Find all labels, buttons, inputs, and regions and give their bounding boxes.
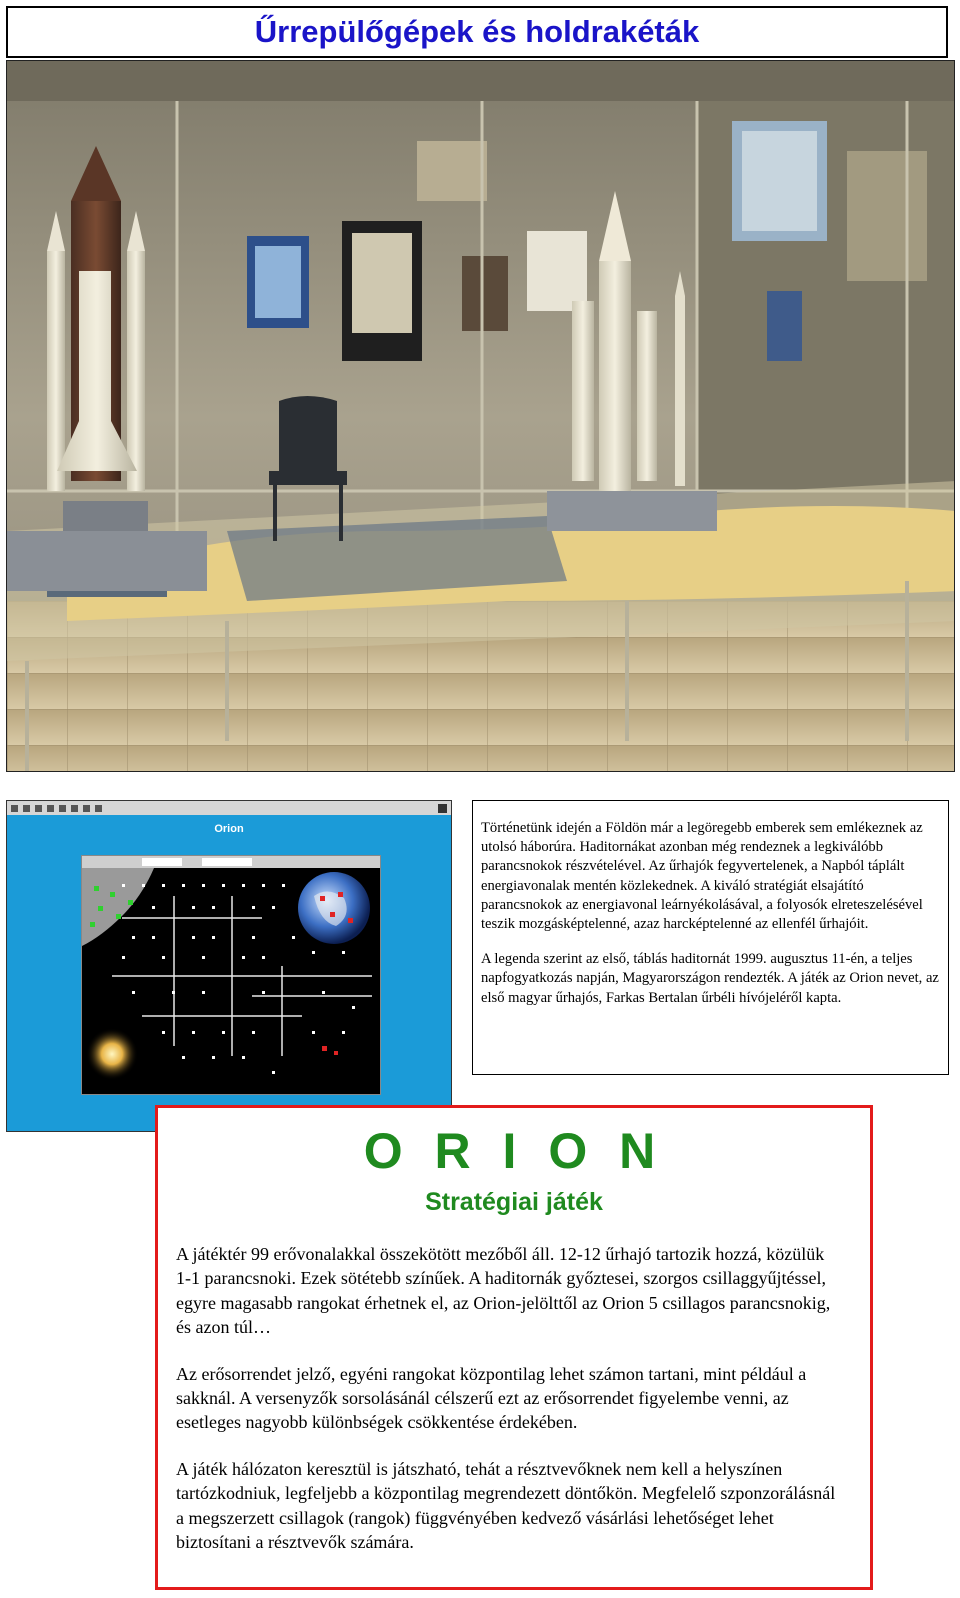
orion-title: O R I O N <box>363 1123 665 1179</box>
toolbar-icon <box>23 805 30 812</box>
orion-body <box>176 1242 836 1576</box>
story-paragraph: Történetünk idején a Földön már a legöregebb emberek sem emlékeznek az utolsó háborúra. Haditornákat azonban még rendeznek a legkiválóbb parancsnokok részvételével. Az űrhajók fegyvertelenek, a Napból táplált energiavonalak mentén közlekednek. A kiváló stratégiát elsajátító parancsnokok az energiavonal leárnyékolásával, a folyosók elreteszelésével teszik mozgásképtelenné, azaz harcképtelenné az ellenfél űrhajóit. <box>481 820 923 933</box>
orion-info-box <box>155 1105 873 1590</box>
game-screenshot <box>6 800 452 1132</box>
story-paragraph: A legenda szerint az első, táblás haditornát 1999. augusztus 11-én, a teljes napfogyatkozás napján, Magyarországon rendezték. A játék az Orion nevet, az első magyar űrhajós, Farkas Bertalan űrbéli hívójeléről kapta. <box>481 951 939 1006</box>
window-title: Orion <box>214 823 244 835</box>
page-title: Űrrepülőgépek és holdrakéták <box>254 14 700 49</box>
story-text-box <box>472 800 949 1075</box>
orion-paragraph: A játéktér 99 erővonalakkal összekötött mezőből áll. 12-12 űrhajó tartozik hozzá, közülük 1-1 parancsnoki. Ezek sötétebb színűek. A haditornák győztesei, szorgos csillaggyűjtéssel, egyre magasabb rangokat érhetnek el, az Orion-jelölttől az Orion 5 csillagos parancsnokig, és azon túl… <box>176 1244 831 1338</box>
orion-subtitle: Stratégiai játék <box>425 1188 603 1216</box>
page-header <box>6 6 948 58</box>
toolbar-icon <box>47 805 54 812</box>
toolbar-icon <box>59 805 66 812</box>
toolbar-icon <box>71 805 78 812</box>
orion-paragraph: Az erősorrendet jelző, egyéni rangokat központilag lehet számon tartani, mint például a sakknál. A versenyzők sorsolásánál célszerű ezt az erősorrendet figyelembe venni, az esetleges nagyobb különbségek csökkentése érdekében. <box>176 1363 807 1433</box>
toolbar-icon <box>83 805 90 812</box>
window-toolbar <box>7 801 451 815</box>
close-icon <box>438 804 447 813</box>
toolbar-icon <box>11 805 18 812</box>
toolbar-icon <box>95 805 102 812</box>
exhibition-photo <box>6 60 955 772</box>
toolbar-icon <box>35 805 42 812</box>
orion-paragraph: A játék hálózaton keresztül is játszható, tehát a résztvevőknek nem kell a helyszínen tartózkodniuk, legfeljebb a központilag megrendezett döntőkön. Megfelelő szponzorálásnál a megszerzett csillagok (rangok) függvényében kedvező vásárlási lehetőséget lehet biztosítani a résztvevők számára. <box>176 1458 836 1553</box>
game-board <box>81 855 381 1095</box>
